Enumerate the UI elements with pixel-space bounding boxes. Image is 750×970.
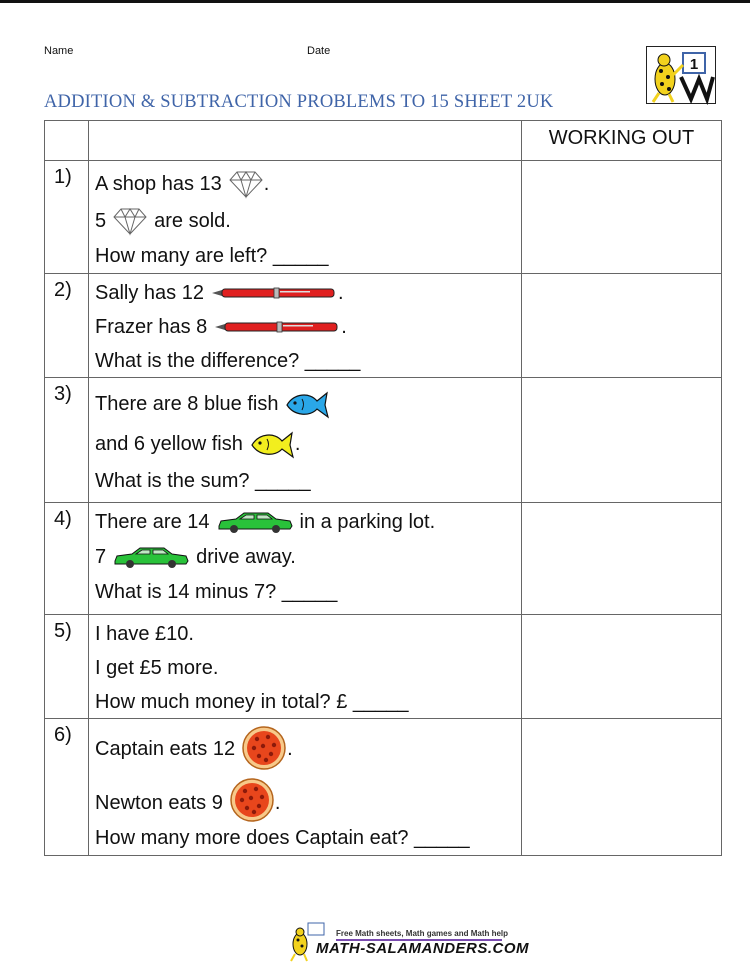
date-label: Date <box>307 45 331 57</box>
working-out-cell[interactable] <box>522 161 721 273</box>
pen-icon <box>210 285 338 301</box>
diamond-icon <box>112 206 148 236</box>
question-text: There are 14 in a parking lot. 7 drive away. What is 14 minus 7? _____ <box>89 503 522 614</box>
working-out-cell[interactable] <box>522 615 721 718</box>
question-text: I have £10. I get £5 more. How much money in total? £ _____ <box>89 615 522 718</box>
question-row <box>45 273 721 377</box>
working-out-cell[interactable] <box>522 378 721 502</box>
name-label: Name <box>44 45 74 57</box>
diamond-icon <box>228 169 264 199</box>
question-number: 6) <box>45 719 89 855</box>
working-out-cell[interactable] <box>522 719 721 855</box>
question-row <box>45 502 721 614</box>
question-text: There are 8 blue fish and 6 yellow fish . What is the sum? _____ <box>89 378 522 502</box>
question-text: Captain eats 12 . Newton eats 9 . How many more does Captain eat? _____ <box>89 719 522 855</box>
question-row <box>45 160 721 273</box>
pen-icon <box>213 319 341 335</box>
question-row <box>45 718 721 855</box>
question-number: 5) <box>45 615 89 718</box>
yellow-fish-icon <box>249 427 295 461</box>
car-icon <box>112 545 190 569</box>
question-row <box>45 377 721 502</box>
question-text: A shop has 13 . 5 are sold. How many are left? _____ <box>89 161 522 273</box>
question-number: 3) <box>45 378 89 502</box>
question-number: 2) <box>45 274 89 377</box>
car-icon <box>216 510 294 534</box>
question-number: 1) <box>45 161 89 273</box>
sheet-title: ADDITION & SUBTRACTION PROBLEMS TO 15 SHEET 2UK <box>44 92 554 112</box>
grade-badge-number: 1 <box>689 56 699 73</box>
question-number: 4) <box>45 503 89 614</box>
question-text: Sally has 12 . Frazer has 8 . What is the difference? _____ <box>89 274 522 377</box>
footer-tagline: Free Math sheets, Math games and Math help <box>336 929 509 938</box>
footer-site-link[interactable]: MATH-SALAMANDERS.COM <box>316 940 530 957</box>
pizza-icon <box>241 725 287 771</box>
blue-fish-icon <box>284 387 330 421</box>
working-out-cell[interactable] <box>522 274 721 377</box>
worksheet-table <box>44 120 722 856</box>
pizza-icon <box>229 777 275 823</box>
salamander-logo <box>646 46 716 104</box>
table-header-row <box>45 121 721 160</box>
working-out-header: WORKING OUT <box>548 127 695 149</box>
working-out-cell[interactable] <box>522 503 721 614</box>
top-rule <box>0 0 750 3</box>
question-row <box>45 614 721 718</box>
